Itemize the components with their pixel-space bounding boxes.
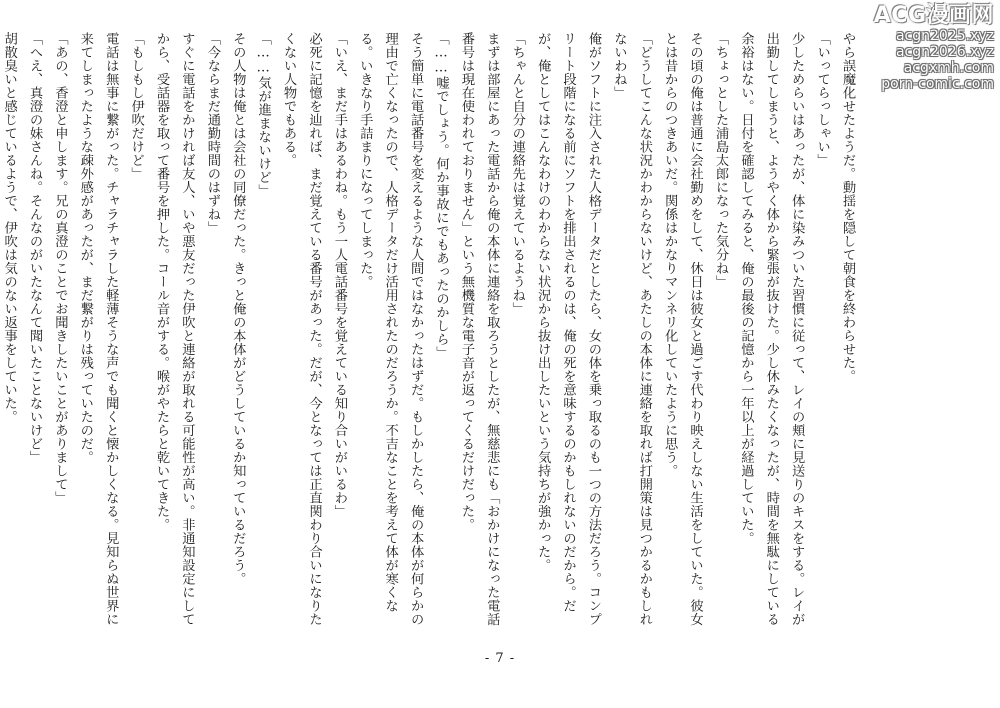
- dialogue-line: 「ちょっとした浦島太郎になった気分ね」: [712, 32, 728, 289]
- watermark-url: acgn2025.xyz: [895, 28, 994, 44]
- dialogue-line: 「いえ、まだ手はあるわね。もう一人電話番号を覚えている知り合いがいるわ」: [331, 32, 347, 518]
- dialogue-line: 「もしもし伊吹だけど」: [128, 32, 144, 181]
- text-paragraph: やら誤魔化せたようだ。動揺を隠して朝食を終わらせた。: [840, 32, 855, 383]
- text-paragraph: 胡散臭いと感じているようで、伊吹は気のない返事をしていた。: [1, 32, 17, 424]
- text-paragraph: その頃の俺は普通に会社勤めをして、休日は彼女と過ごす代わり映えしない生活をしていた。彼女とは昔からのつきあいだ。関係はかなりマンネリ化していたように思う。: [662, 32, 703, 626]
- text-paragraph: その人物は俺とは会社の同僚だった。きっと俺の本体がどうしているか知っているだろう。: [230, 32, 246, 586]
- vertical-text-body: [1, 32, 860, 632]
- watermark-url: acgn2026.xyz: [895, 44, 994, 60]
- text-paragraph: そう簡単に電話番号を変えるような人間ではなかったはずだ。もしかしたら、俺の本体が何らかの理由で亡くなったので、人格データだけ活用されたのだろうか。不吉なことを考えて体が寒くなる。いきなり手詰まりになってしまった。: [357, 32, 424, 626]
- dialogue-line: 「いってらっしゃい」: [814, 32, 830, 167]
- text-paragraph: 電話は無事に繋がった。チャラチャラした軽薄そうな声でも聞くと懐かしくなる。見知らぬ世界に来てしまったような疎外感があったが、まだ繋がりは残っていたのだ。: [77, 32, 119, 626]
- dialogue-line: 「……気が進まないけど」: [255, 32, 271, 198]
- text-paragraph: まずは部屋にあった電話から俺の本体に連絡を取ろうとしたが、無慈悲にも「おかけになった電話番号は現在使われておりません」という無機質な電子音が返ってくるだけだった。: [458, 32, 500, 626]
- dialogue-line: 「へえ、真澄の妹さんね。そんなのがいたなんて聞いたことないけど」: [27, 32, 42, 464]
- text-paragraph: 必死に記憶を辿れば、まだ覚えている番号があった。だが、今となっては正直関わり合いになりたくない人物でもある。: [281, 32, 322, 626]
- text-paragraph: 俺がソフトに注入された人格データだとしたら、女の体を乗っ取るのも一つの方法だろう。コンプリート段階になる前にソフトを排出されるのは、俺の死を意味するのかもしれないのだから。だが、俺としてはこんなわけのわからない状況から抜け出したいという気持ちが強かった。: [535, 32, 601, 626]
- watermark-logo: ACG漫画网: [873, 3, 994, 28]
- dialogue-line: 「今ならまだ通勤時間のはずね」: [204, 32, 220, 235]
- watermark-url: porn-comic.com: [881, 76, 994, 92]
- dialogue-line: 「ちゃんと自分の連絡先は覚えているようね」: [509, 32, 525, 316]
- site-watermark: [854, 4, 994, 92]
- dialogue-line: 「……嘘でしょう。何か事故にでもあったのかしら」: [433, 32, 449, 360]
- watermark-url: acgxmh.com: [903, 60, 994, 76]
- dialogue-line: 「どうしてこんな状況かわからないけど、あたしの本体に連絡を取れば打開策は見つかるかもしれないわね」: [611, 32, 652, 626]
- text-paragraph: すぐに電話をかければ友人、いや悪友だった伊吹と連絡が取れる可能性が高い。非通知設定にしてから、受話器を取って番号を押した。コール音がする。喉がやたらと乾いてきた。: [154, 32, 195, 626]
- dialogue-line: 「あの、香澄と申します。兄の真澄のことでお聞きしたいことがありまして」: [52, 32, 68, 505]
- text-paragraph: 少しためらいはあったが、体に染みついた習慣に従って、レイの頬に見送りのキスをする。レイが出勤してしまうと、ようやく体から緊張が抜けた。少し休みたくなったが、時間を無駄にしている余裕はない。日付を確認してみると、俺の最後の記憶から一年以上が経過していた。: [738, 32, 805, 626]
- page-number: - 7 -: [484, 651, 516, 666]
